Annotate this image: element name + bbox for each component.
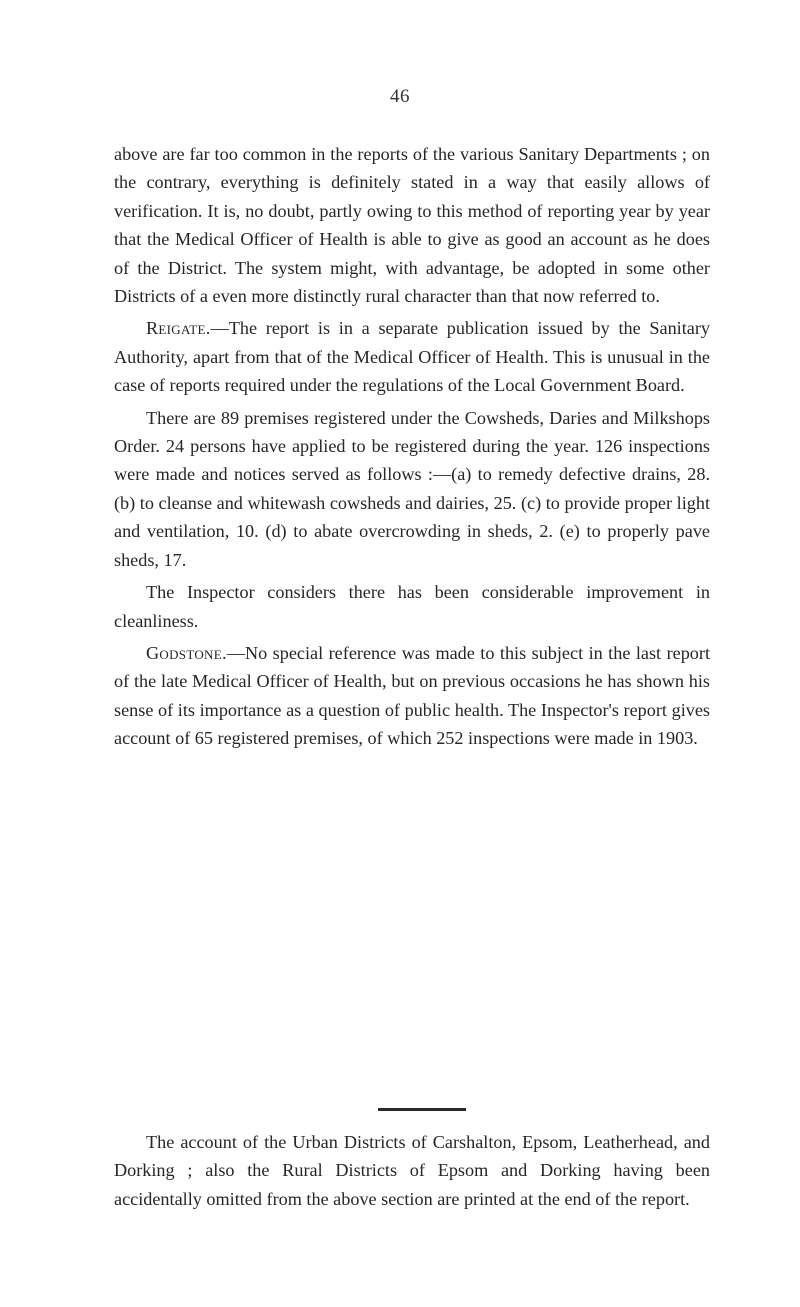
section-divider — [378, 1108, 466, 1111]
paragraph-reigate — [114, 314, 710, 399]
godstone-body: —No special reference was made to this subject in the last report of the late Medical Officer of Health, but on previous occasions he has shown his sense of its importance as a question of public health. The Inspector's report gives account of 65 registered premises, of which 252 inspections were made in 1903. — [114, 642, 710, 749]
paragraph-godstone — [114, 639, 710, 753]
page-number: 46 — [390, 86, 410, 107]
heading-godstone: Godstone. — [146, 642, 227, 663]
paragraph-intro: above are far too common in the reports of the various Sanitary Departments ; on the contrary, everything is definitely stated in a way that easily allows of verification. It is, no doubt, partly owing to this method of reporting year by year that the Medical Officer of Health is able to give as good an account as he does of the District. The system might, with advantage, be adopted in some other Districts of a even more distinctly rural character than that now referred to. — [114, 144, 710, 307]
reigate-body: —The report is in a separate publication issued by the Sanitary Authority, apart from that of the Medical Officer of Health. This is unusual in the case of reports required under the regulations of the Local Government Board. — [114, 318, 710, 396]
paragraph-omitted-districts: The account of the Urban Districts of Carshalton, Epsom, Leatherhead, and Dorking ; also the Rural Districts of Epsom and Dorking having been accidentally omitted from the above section are printed at the end of the report. — [114, 1132, 710, 1209]
heading-reigate: Reigate. — [146, 318, 211, 339]
paragraph-cowsheds: There are 89 premises registered under the Cowsheds, Daries and Milkshops Order. 24 persons have applied to be registered during the year. 126 inspections were made and notices served as follows :—(a) to remedy defective drains, 28. (b) to cleanse and whitewash cowsheds and dairies, 25. (c) to provide proper light and ventilation, 10. (d) to abate overcrowding in sheds, 2. (e) to properly pave sheds, 17. — [114, 407, 710, 570]
main-text — [114, 140, 710, 753]
footnote-text — [114, 1128, 710, 1213]
paragraph-inspector: The Inspector considers there has been considerable improvement in cleanliness. — [114, 582, 710, 631]
